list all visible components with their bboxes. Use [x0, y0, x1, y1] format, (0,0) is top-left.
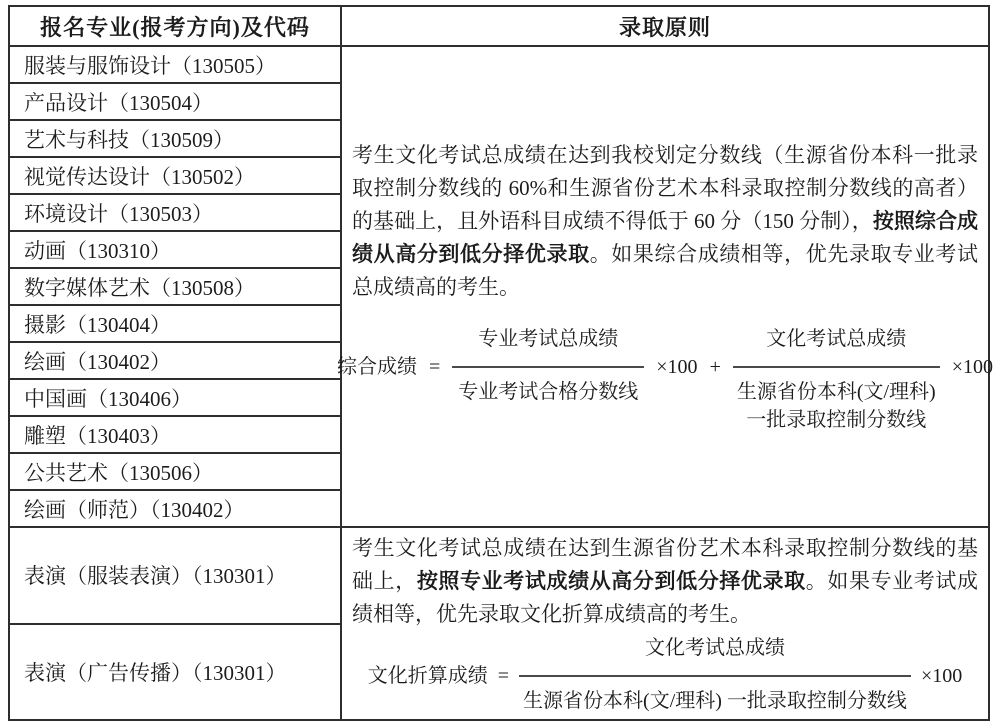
principle-paragraph: [352, 139, 978, 304]
major-cell: 雕塑（130403）: [9, 416, 341, 453]
fraction-exam-score: [452, 326, 644, 406]
major-cell: 表演（广告传播）（130301）: [9, 624, 341, 721]
formula-label: 文化折算成绩: [367, 665, 488, 687]
fraction-denominator: 生源省份本科(文/理科) 一批录取控制分数线: [523, 690, 907, 712]
principle-text-before: 考生文化考试总成绩在达到我校划定分数线（生源省份本科一批录取控制分数线的 60%和生源省份艺术本科录取控制分数线的高者）的基础上，且外语科目成绩不得低于 60 分（150 分制），: [352, 143, 978, 233]
major-cell: 数字媒体艺术（130508）: [9, 268, 341, 305]
denominator-line-2: 一批录取控制分数线: [746, 409, 927, 431]
fraction-denominator: 专业考试合格分数线: [458, 381, 639, 403]
equals-sign: =: [429, 356, 441, 378]
major-cell: 摄影（130404）: [9, 305, 341, 342]
column-header-majors: 报名专业(报考方向)及代码: [9, 6, 341, 46]
major-cell: 环境设计（130503）: [9, 194, 341, 231]
principle-cell-composite: [337, 46, 994, 527]
principle-cell-performance: [341, 527, 989, 720]
major-cell: 艺术与科技（130509）: [9, 120, 341, 157]
principle-text-before: 考生文化考试总成绩在达到生源省份艺术本科录取控制分数线的基础上，: [352, 536, 978, 593]
principle-paragraph: [352, 532, 978, 631]
major-cell: 绘画（130402）: [9, 342, 341, 379]
table-row: [9, 527, 989, 624]
composite-score-formula: [337, 326, 994, 434]
times-100: ×100: [951, 356, 994, 378]
fraction-numerator: 文化考试总成绩: [644, 637, 785, 659]
major-cell: 产品设计（130504）: [9, 83, 341, 120]
denominator-line-1: 生源省份本科(文/理科): [736, 381, 936, 403]
fraction-numerator: 专业考试总成绩: [478, 328, 619, 350]
major-cell: 视觉传达设计（130502）: [9, 157, 341, 194]
culture-converted-score-formula: [352, 635, 978, 715]
table-header-row: [9, 6, 989, 46]
principle-text-bold: 按照专业考试成绩从高分到低分择优录取: [416, 569, 806, 593]
major-cell: 中国画（130406）: [9, 379, 341, 416]
fraction-numerator: 文化考试总成绩: [766, 328, 907, 350]
fraction-culture-converted: [519, 635, 911, 715]
admission-table: [8, 5, 994, 721]
column-header-principles: 录取原则: [341, 6, 989, 46]
principle-text-after: 。如果综合成绩相等，优先录取专业考试总成绩高的考生。: [352, 242, 979, 299]
fraction-culture-score: [733, 326, 940, 434]
major-cell: 动画（130310）: [9, 231, 341, 268]
plus-sign: +: [709, 356, 721, 378]
principle-text-bold: 按照综合成绩从高分到低分择优录取: [352, 209, 979, 266]
major-cell: 表演（服装表演）（130301）: [9, 527, 341, 624]
times-100: ×100: [656, 356, 698, 378]
equals-sign: =: [497, 665, 510, 687]
table-row: [9, 46, 989, 83]
major-cell: 公共艺术（130506）: [9, 453, 341, 490]
major-cell: 绘画（师范）（130402）: [9, 490, 341, 527]
principle-text-after: 。如果专业考试成绩相等，优先录取文化折算成绩高的考生。: [352, 569, 979, 626]
fraction-denominator: [733, 368, 940, 434]
times-100: ×100: [920, 665, 963, 687]
major-cell: 服装与服饰设计（130505）: [9, 46, 341, 83]
formula-label: 综合成绩: [337, 356, 417, 378]
